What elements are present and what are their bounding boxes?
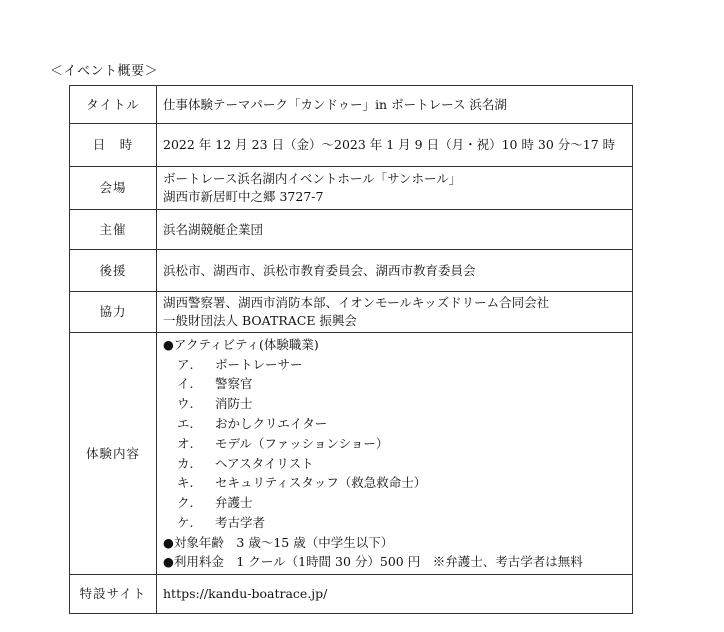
label-date: 日 時 bbox=[70, 124, 157, 167]
table-row-date bbox=[70, 124, 633, 167]
activity-item bbox=[163, 394, 626, 414]
activity-item-name: 警察官 bbox=[215, 376, 253, 392]
activity-item bbox=[163, 473, 626, 493]
activity-item-name: 消防士 bbox=[215, 396, 253, 412]
table-row-organizer bbox=[70, 210, 633, 250]
activity-item bbox=[163, 513, 626, 533]
value-support: 浜松市、湖西市、浜松市教育委員会、湖西市教育委員会 bbox=[157, 250, 633, 292]
table-row-venue bbox=[70, 167, 633, 210]
activity-item-name: ヘアスタイリスト bbox=[215, 455, 314, 471]
activity-item-name: モデル（ファッションショー） bbox=[215, 435, 389, 451]
label-title: タイトル bbox=[70, 86, 157, 124]
site-link[interactable]: https://kandu-boatrace.jp/ bbox=[157, 575, 633, 614]
table-row-title bbox=[70, 86, 633, 124]
activity-item bbox=[163, 434, 626, 454]
label-site: 特設サイト bbox=[70, 575, 157, 614]
cooperation-line-2: 一般財団法人 BOATRACE 振興会 bbox=[163, 313, 357, 328]
activity-item-key: カ. bbox=[177, 455, 194, 471]
activity-header: ●アクティビティ(体験職業) bbox=[163, 336, 319, 352]
label-cooperation: 協力 bbox=[70, 292, 157, 333]
activity-item-key: ウ. bbox=[177, 396, 194, 412]
cooperation-line-1: 湖西警察署、湖西市消防本部、イオンモールキッズドリーム合同会社 bbox=[163, 295, 550, 310]
value-venue bbox=[157, 167, 633, 210]
activity-item-key: オ. bbox=[177, 435, 194, 451]
activity-item bbox=[163, 374, 626, 394]
table-row-experience bbox=[70, 333, 633, 575]
activity-item-key: ケ. bbox=[177, 514, 194, 530]
usage-fee: ●利用料金 1 クール（1時間 30 分）500 円 ※弁護士、考古学者は無料 bbox=[163, 554, 583, 570]
value-cooperation bbox=[157, 292, 633, 333]
activity-item-name: セキュリティスタッフ（救急救命士） bbox=[215, 475, 427, 491]
activity-item-key: エ. bbox=[177, 415, 194, 431]
label-experience: 体験内容 bbox=[70, 333, 157, 575]
activity-item-key: キ. bbox=[177, 475, 194, 491]
section-heading: ＜イベント概要＞ bbox=[50, 64, 159, 79]
label-venue: 会場 bbox=[70, 167, 157, 210]
activity-item-name: 弁護士 bbox=[215, 495, 253, 511]
value-organizer: 浜名湖競艇企業団 bbox=[157, 210, 633, 250]
activity-item bbox=[163, 355, 626, 375]
value-title: 仕事体験テーマパーク「カンドゥー」in ボートレース 浜名湖 bbox=[157, 86, 633, 124]
value-date: 2022 年 12 月 23 日（金）～2023 年 1 月 9 日（月・祝）10 時 30 分～17 時 bbox=[157, 124, 633, 167]
venue-address: 湖西市新居町中之郷 3727-7 bbox=[163, 189, 324, 204]
activity-item-name: おかしクリエイター bbox=[215, 415, 328, 431]
event-overview-table bbox=[69, 85, 633, 614]
venue-name: ボートレース浜名湖内イベントホール「サンホール」 bbox=[163, 171, 462, 186]
activity-item-key: イ. bbox=[177, 376, 194, 392]
table-row-cooperation bbox=[70, 292, 633, 333]
activity-item bbox=[163, 493, 626, 513]
target-age: ●対象年齢 3 歳～15 歳（中学生以下） bbox=[163, 534, 394, 550]
table-row-site bbox=[70, 575, 633, 614]
activity-item-key: ク. bbox=[177, 495, 194, 511]
label-support: 後援 bbox=[70, 250, 157, 292]
activity-item bbox=[163, 454, 626, 474]
activity-item-name: 考古学者 bbox=[215, 514, 266, 530]
table-row-support bbox=[70, 250, 633, 292]
label-organizer: 主催 bbox=[70, 210, 157, 250]
value-experience bbox=[157, 333, 633, 575]
activity-item bbox=[163, 414, 626, 434]
activity-item-key: ア. bbox=[177, 356, 194, 372]
activity-item-name: ボートレーサー bbox=[215, 356, 303, 372]
